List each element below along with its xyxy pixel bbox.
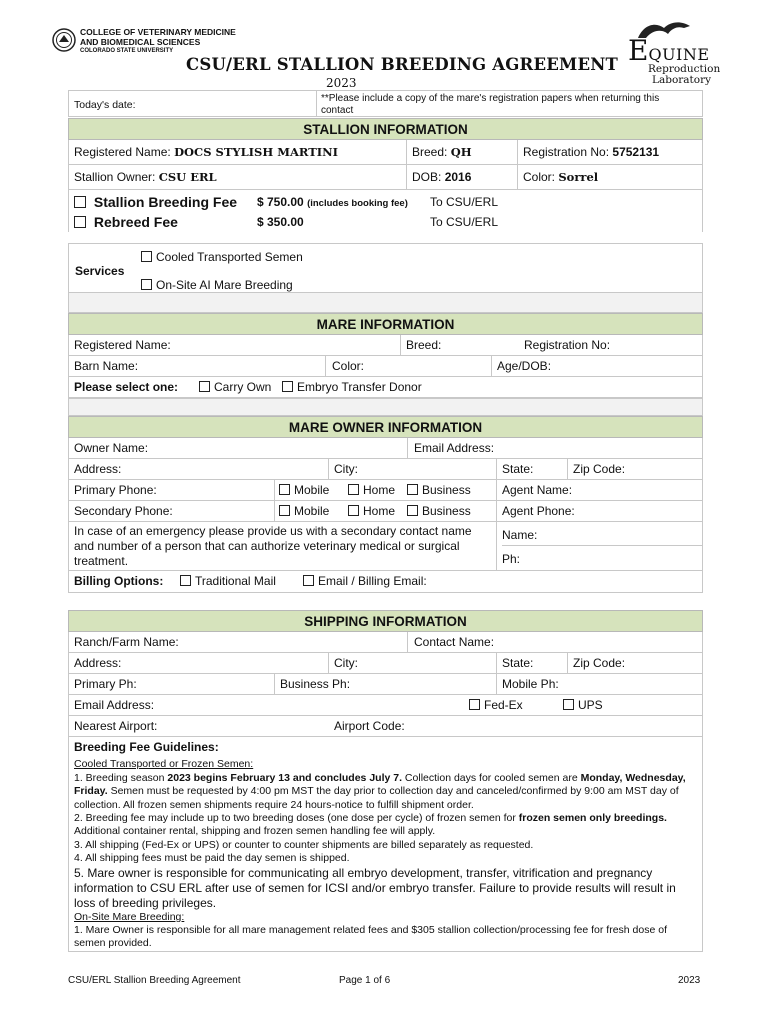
guideline-5: 5. Mare owner is responsible for communicating all embryo development, transfer, vitrification and pregnancy information to CSU ERL after use of semen for ICSI and/or embryo transfer. Failure to provide results will result in loss of breeding privileges. — [74, 865, 676, 910]
label: Registered Name: — [74, 145, 171, 159]
csu-seal-icon — [52, 28, 76, 52]
checkbox-icon[interactable] — [469, 699, 480, 710]
stallion-section-heading: STALLION INFORMATION — [68, 118, 703, 140]
rebreed-fee-option[interactable] — [74, 214, 178, 230]
primary-home-option[interactable] — [348, 483, 395, 497]
rebreed-fee-to: To CSU/ERL — [430, 215, 499, 229]
rebreed-fee-amount: $ 350.00 — [257, 215, 304, 229]
secondary-phone-label: Secondary Phone: — [74, 504, 173, 518]
page-year: 2023 — [326, 76, 357, 90]
shipping-section-heading: SHIPPING INFORMATION — [68, 610, 703, 632]
owner-name-row — [68, 438, 703, 459]
ship-address-label: Address: — [74, 656, 122, 670]
emergency-ph-label: Ph: — [502, 552, 521, 566]
label: Business — [422, 504, 471, 518]
label: On-Site AI Mare Breeding — [156, 278, 293, 292]
checkbox-icon[interactable] — [141, 251, 152, 262]
label: UPS — [578, 698, 603, 712]
mare-select-label: Please select one: — [74, 380, 179, 394]
guideline-2 — [74, 812, 697, 839]
checkbox-icon[interactable] — [279, 484, 290, 495]
mare-registration-label: Registration No: — [524, 338, 611, 352]
label: Email / Billing Email: — [318, 574, 427, 588]
text: 1. Breeding season — [74, 771, 168, 784]
date-row — [68, 90, 703, 117]
checkbox-icon[interactable] — [141, 279, 152, 290]
value: 5752131 — [612, 145, 660, 159]
billing-label: Billing Options: — [74, 574, 164, 588]
checkbox-icon[interactable] — [348, 484, 359, 495]
service-cooled-semen[interactable] — [141, 250, 303, 264]
guidelines-sub-onsite: On-Site Mare Breeding: — [74, 910, 185, 923]
airport-code-label: Airport Code: — [334, 719, 405, 733]
billing-row — [68, 571, 703, 593]
nearest-airport-label: Nearest Airport: — [74, 719, 158, 733]
label: Breed: — [412, 145, 448, 159]
label: Carry Own — [214, 380, 272, 394]
owner-city-label: City: — [334, 462, 358, 476]
mare-age-label: Age/DOB: — [497, 359, 552, 373]
stallion-name-row — [68, 140, 703, 165]
footer-page-number: Page 1 of 6 — [339, 975, 391, 986]
registration-note: **Please include a copy of the mare's registration papers when returning this contact — [321, 93, 660, 116]
guideline-1 — [74, 772, 697, 812]
text: Semen must be requested by 4:00 pm MST the day prior to collection day and canceled/confirmed by 9:00 am MST day of collection. All frozen semen shipments require 24 hours-notice to fulfill shipment order. — [74, 785, 679, 811]
mare-color-label: Color: — [332, 359, 365, 373]
ship-mobile-ph-label: Mobile Ph: — [502, 677, 559, 691]
spacer-row — [68, 292, 703, 313]
checkbox-icon[interactable] — [282, 381, 293, 392]
owner-address-row — [68, 459, 703, 480]
guidelines-block — [68, 737, 703, 952]
label: DOB: — [412, 170, 442, 184]
mare-registered-name-label: Registered Name: — [74, 338, 171, 352]
label: Cooled Transported Semen — [156, 250, 303, 264]
page-title: CSU/ERL STALLION BREEDING AGREEMENT — [186, 55, 619, 74]
ship-phone-row — [68, 674, 703, 695]
guidelines-sub-cooled: Cooled Transported or Frozen Semen: — [74, 758, 254, 771]
primary-phone-label: Primary Phone: — [74, 483, 157, 497]
label: Home — [363, 504, 396, 518]
mare-barn-row — [68, 356, 703, 377]
owner-primary-phone-row — [68, 480, 703, 501]
college-line-2: AND BIOMEDICAL SCIENCES — [80, 36, 201, 47]
logo-e: E — [628, 34, 649, 67]
checkbox-icon[interactable] — [348, 505, 359, 516]
checkbox-icon[interactable] — [563, 699, 574, 710]
college-line-1: COLLEGE OF VETERINARY MEDICINE — [80, 27, 236, 37]
logo-line-2: Reproduction — [648, 63, 721, 75]
billing-mail-option[interactable] — [180, 574, 276, 588]
option-carry-own[interactable] — [199, 380, 271, 394]
text: frozen semen only breedings. — [518, 812, 667, 825]
ship-business-ph-label: Business Ph: — [280, 677, 351, 691]
ship-city-label: City: — [334, 656, 358, 670]
checkbox-icon[interactable] — [180, 575, 191, 586]
label: Traditional Mail — [195, 574, 276, 588]
label: Home — [363, 483, 396, 497]
guideline-4: 4. All shipping fees must be paid the day semen is shipped. — [74, 852, 350, 865]
label: Mobile — [294, 504, 330, 518]
service-onsite-ai[interactable] — [141, 278, 293, 292]
stallion-owner — [74, 170, 217, 184]
text: Collection days for cooled semen are — [402, 771, 581, 784]
owner-name-label: Owner Name: — [74, 441, 149, 455]
guidelines-heading: Breeding Fee Guidelines: — [74, 740, 219, 754]
secondary-business-option[interactable] — [407, 504, 471, 518]
todays-date-label: Today's date: — [74, 99, 136, 111]
label: Registration No: — [523, 145, 610, 159]
ship-email-row — [68, 695, 703, 716]
college-name — [80, 28, 236, 57]
label: Stallion Owner: — [74, 170, 156, 184]
label: Stallion Breeding Fee — [93, 194, 238, 210]
checkbox-icon[interactable] — [74, 196, 86, 208]
mare-barn-name-label: Barn Name: — [74, 359, 139, 373]
guideline-6: 1. Mare Owner is responsible for all mare management related fees and $305 stallion collection/processing fee for fresh dose of semen provided. — [74, 924, 667, 950]
erl-logo — [628, 34, 721, 86]
stallion-color — [523, 170, 598, 184]
carrier-fedex-option[interactable] — [469, 698, 523, 712]
owner-section-heading: MARE OWNER INFORMATION — [68, 416, 703, 438]
label: Rebreed Fee — [93, 214, 178, 230]
label: Fed-Ex — [484, 698, 523, 712]
stallion-fee-to: To CSU/ERL — [430, 195, 499, 209]
checkbox-icon[interactable] — [74, 216, 86, 228]
college-line-3: COLORADO STATE UNIVERSITY — [80, 48, 174, 54]
primary-business-option[interactable] — [407, 483, 471, 497]
ship-zip-label: Zip Code: — [573, 656, 626, 670]
checkbox-icon[interactable] — [407, 505, 418, 516]
guideline-3: 3. All shipping (Fed-Ex or UPS) or counter to counter shipments are billed separately as requested. — [74, 838, 534, 851]
stallion-fee-block — [68, 190, 703, 232]
logo-line-3: Laboratory — [652, 74, 712, 86]
emergency-name-label: Name: — [502, 528, 538, 542]
primary-mobile-option[interactable] — [279, 483, 329, 497]
logo-quine: QUINE — [648, 45, 710, 64]
label: Mobile — [294, 483, 330, 497]
emergency-text: In case of an emergency please provide us with a secondary contact name and number of a person that can authorize veterinary medical or surgical treatment. — [74, 524, 472, 568]
value: 2016 — [444, 170, 472, 184]
mare-select-row — [68, 377, 703, 398]
ship-primary-ph-label: Primary Ph: — [74, 677, 137, 691]
contact-name-label: Contact Name: — [414, 635, 495, 649]
text: 2023 begins February 13 and concludes July 7. — [167, 771, 403, 784]
footer-right: 2023 — [678, 975, 701, 986]
billing-email-option[interactable] — [303, 574, 427, 588]
stallion-fee-amount — [257, 195, 408, 209]
stallion-fee-option[interactable] — [74, 194, 237, 210]
secondary-home-option[interactable] — [348, 504, 395, 518]
value: Sorrel — [558, 170, 599, 184]
ship-ranch-row — [68, 632, 703, 653]
agent-name-label: Agent Name: — [502, 483, 573, 497]
checkbox-icon[interactable] — [303, 575, 314, 586]
mare-name-row — [68, 335, 703, 356]
footer-left: CSU/ERL Stallion Breeding Agreement — [68, 975, 241, 986]
spacer-row — [68, 398, 703, 416]
checkbox-icon[interactable] — [279, 505, 290, 516]
stallion-registration-no — [523, 145, 659, 159]
note: (includes booking fee) — [307, 198, 408, 209]
secondary-mobile-option[interactable] — [279, 504, 329, 518]
owner-address-label: Address: — [74, 462, 122, 476]
stallion-dob — [412, 170, 471, 184]
stallion-owner-row — [68, 165, 703, 190]
agent-phone-label: Agent Phone: — [502, 504, 575, 518]
mare-section-heading: MARE INFORMATION — [68, 313, 703, 335]
owner-zip-label: Zip Code: — [573, 462, 626, 476]
option-embryo-transfer[interactable] — [282, 380, 422, 394]
value: DOCS STYLISH MARTINI — [174, 145, 339, 159]
stallion-breed — [412, 145, 472, 159]
text: Monday, Wednesday, Friday. — [74, 771, 686, 798]
checkbox-icon[interactable] — [199, 381, 210, 392]
ship-email-label: Email Address: — [74, 698, 155, 712]
value: CSU ERL — [158, 170, 217, 184]
stallion-registered-name — [74, 145, 338, 159]
ship-state-label: State: — [502, 656, 534, 670]
carrier-ups-option[interactable] — [563, 698, 603, 712]
label: Color: — [523, 170, 556, 184]
services-label: Services — [75, 264, 125, 278]
text: 2. Breeding fee may include up to two breeding doses (one dose per cycle) of frozen semen for — [74, 812, 519, 825]
value: QH — [450, 145, 472, 159]
checkbox-icon[interactable] — [407, 484, 418, 495]
ship-airport-row — [68, 716, 703, 737]
value: $ 750.00 — [257, 195, 304, 209]
text: Additional container rental, shipping and frozen semen handling fee will apply. — [74, 825, 436, 838]
label: Business — [422, 483, 471, 497]
owner-state-label: State: — [502, 462, 534, 476]
ship-address-row — [68, 653, 703, 674]
label: Embryo Transfer Donor — [297, 380, 422, 394]
owner-secondary-phone-row — [68, 501, 703, 522]
emergency-contact-row — [68, 522, 703, 571]
ranch-name-label: Ranch/Farm Name: — [74, 635, 179, 649]
mare-breed-label: Breed: — [406, 338, 442, 352]
owner-email-label: Email Address: — [414, 441, 495, 455]
